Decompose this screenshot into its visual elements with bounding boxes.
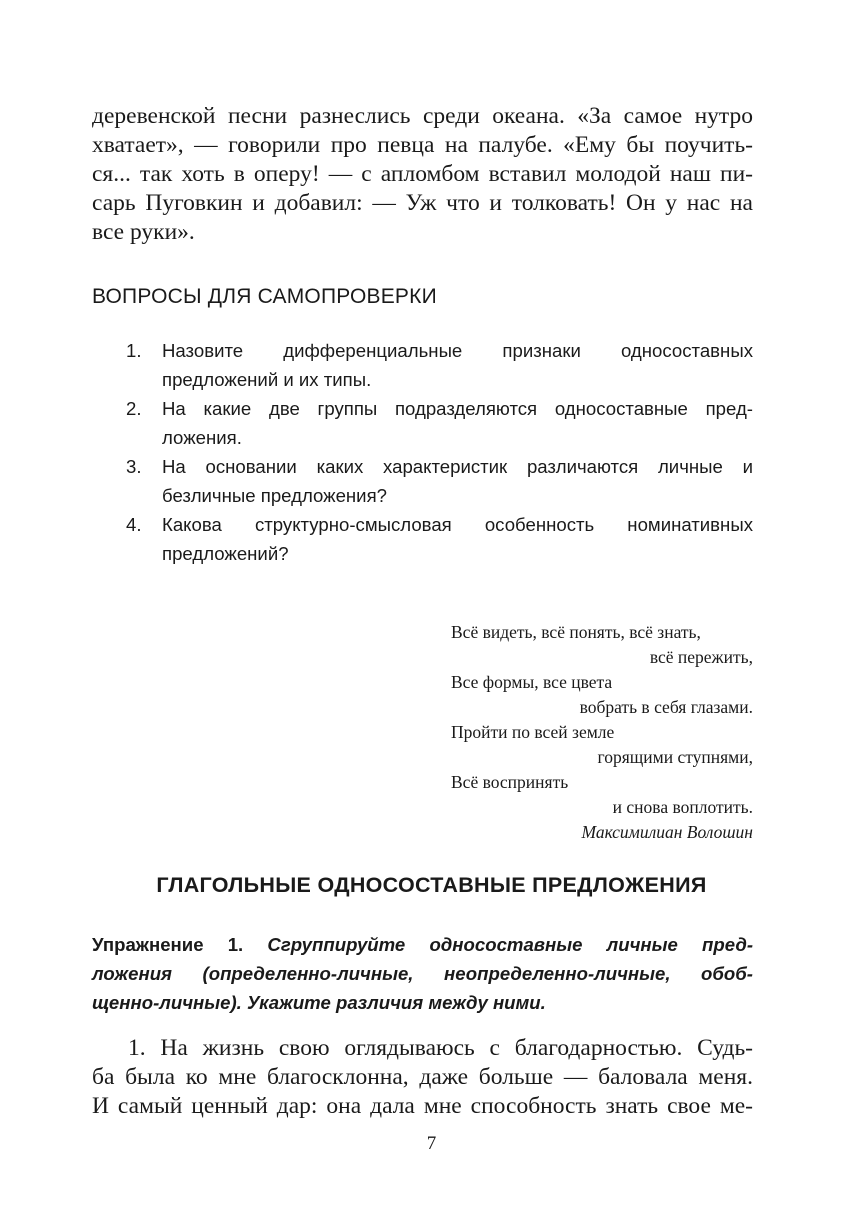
epigraph-line: горящими ступнями, — [597, 747, 753, 767]
page-number: 7 — [426, 1133, 437, 1154]
question-line: На основании каких характеристик различаются личные и — [162, 456, 753, 477]
question-line: ложения. — [162, 427, 242, 448]
exercise-line: щенно-личные). Укажите различия между ними. — [92, 992, 546, 1013]
body-line: ба была ко мне благосклонна, даже больше — баловала меня. — [92, 1064, 753, 1090]
exercise-text — [92, 1034, 753, 1121]
question-line: Назовите дифференциальные признаки односоставных — [162, 340, 753, 361]
question-line: предложений и их типы. — [162, 369, 372, 390]
question-number: 4. — [126, 514, 142, 535]
epigraph-line: Всё видеть, всё понять, всё знать, — [451, 622, 701, 642]
question-item — [126, 336, 753, 394]
intro-line: все руки». — [92, 219, 195, 245]
question-item — [126, 510, 753, 568]
epigraph — [451, 620, 753, 845]
exercise-line — [92, 930, 753, 959]
body-line: 1. На жизнь свою оглядываюсь с благодарностью. Судь- — [128, 1035, 753, 1061]
question-item — [126, 394, 753, 452]
question-number: 2. — [126, 398, 142, 419]
question-line: безличные предложения? — [162, 485, 387, 506]
epigraph-line: и снова воплотить. — [612, 797, 753, 817]
question-number: 1. — [126, 340, 142, 361]
epigraph-line: Пройти по всей земле — [451, 722, 615, 742]
question-line: Какова структурно-смысловая особенность номинативных — [162, 514, 753, 535]
question-line: На какие две группы подразделяются односоставные пред- — [162, 398, 753, 419]
intro-line: ся... так хоть в оперу! — с апломбом вставил молодой наш пи- — [92, 161, 753, 187]
section-title: ГЛАГОЛЬНЫЕ ОДНОСОСТАВНЫЕ ПРЕДЛОЖЕНИЯ — [156, 873, 707, 897]
body-line: И самый ценный дар: она дала мне способность знать свое ме- — [92, 1093, 753, 1119]
epigraph-author: Максимилиан Волошин — [581, 822, 753, 842]
questions-list — [126, 336, 753, 568]
epigraph-line: вобрать в себя глазами. — [579, 697, 753, 717]
epigraph-line: Всё воспринять — [451, 772, 569, 792]
question-line: предложений? — [162, 543, 289, 564]
question-item — [126, 452, 753, 510]
exercise-label: Упражнение 1. — [92, 934, 244, 955]
epigraph-line: всё пережить, — [649, 647, 753, 667]
intro-line: хватает», — говорили про певца на палубе. «Ему бы поучить- — [92, 132, 753, 158]
question-number: 3. — [126, 456, 142, 477]
questions-title: ВОПРОСЫ ДЛЯ САМОПРОВЕРКИ — [92, 285, 437, 308]
exercise-task — [92, 930, 753, 1017]
exercise-instruction: Сгруппируйте односоставные личные пред- — [267, 934, 754, 955]
intro-line: деревенской песни разнеслись среди океана. «За самое нутро — [92, 103, 753, 129]
exercise-line: ложения (определенно-личные, неопределенно-личные, обоб- — [92, 963, 753, 984]
intro-paragraph — [92, 102, 753, 247]
epigraph-line: Все формы, все цвета — [451, 672, 613, 692]
intro-line: сарь Пуговкин и добавил: — Уж что и толковать! Он у нас на — [92, 190, 753, 216]
